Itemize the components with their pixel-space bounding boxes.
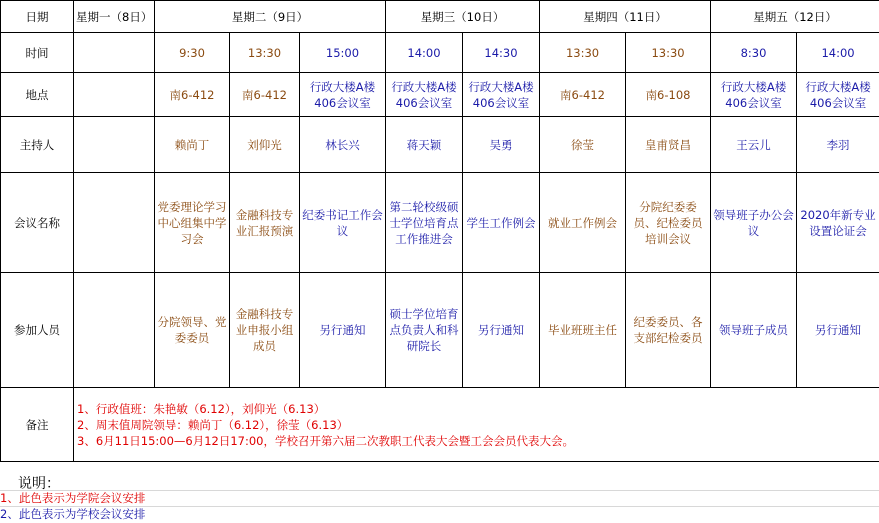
place-cell: 行政大楼A楼406会议室: [386, 73, 463, 117]
empty-cell: [74, 173, 155, 273]
attendees-row: [1, 273, 879, 388]
notes-cell: [74, 388, 879, 462]
time-cell: 13:30: [230, 33, 300, 73]
day-header-row: [1, 1, 879, 33]
host-cell: 吴勇: [463, 117, 540, 173]
host-cell: 赖尚丁: [155, 117, 230, 173]
time-cell: 9:30: [155, 33, 230, 73]
meeting-cell: 2020年新专业设置论证会: [797, 173, 879, 273]
empty-cell: [74, 73, 155, 117]
legend-university-color: 2、此色表示为学校会议安排: [0, 507, 146, 521]
time-cell: 15:00: [300, 33, 386, 73]
place-cell: 行政大楼A楼406会议室: [711, 73, 797, 117]
meeting-cell: 学生工作例会: [463, 173, 540, 273]
meeting-cell: 分院纪委委员、纪检委员培训会议: [626, 173, 711, 273]
place-row: [1, 73, 879, 117]
meeting-cell: 就业工作例会: [540, 173, 626, 273]
meeting-cell: 第二轮校级硕士学位培育点工作推进会: [386, 173, 463, 273]
empty-cell: [74, 117, 155, 173]
meeting-cell: 金融科技专业汇报预演: [230, 173, 300, 273]
place-cell: 行政大楼A楼406会议室: [463, 73, 540, 117]
meeting-row: [1, 173, 879, 273]
attendees-cell: 分院领导、党委委员: [155, 273, 230, 388]
attendees-cell: 金融科技专业申报小组成员: [230, 273, 300, 388]
time-cell: 14:30: [463, 33, 540, 73]
attendees-cell: 纪委委员、各支部纪检委员: [626, 273, 711, 388]
attendees-cell: 领导班子成员: [711, 273, 797, 388]
date-label: 日期: [1, 1, 74, 33]
host-cell: 林长兴: [300, 117, 386, 173]
time-cell: 13:30: [540, 33, 626, 73]
empty-cell: [74, 273, 155, 388]
attendees-cell: 另行通知: [300, 273, 386, 388]
place-cell: 南6-412: [155, 73, 230, 117]
host-cell: 蒋天颖: [386, 117, 463, 173]
note-line: 3、6月11日15:00—6月12日17:00，学校召开第六届二次教职工代表大会暨工会会员代表大会。: [77, 433, 574, 448]
host-cell: 徐莹: [540, 117, 626, 173]
host-cell: 王云儿: [711, 117, 797, 173]
attendees-label: 参加人员: [1, 273, 74, 388]
attendees-cell: 硕士学位培育点负责人和科研院长: [386, 273, 463, 388]
attendees-cell: 另行通知: [463, 273, 540, 388]
day-header-fri: 星期五（12日）: [711, 1, 879, 33]
day-header-wed: 星期三（10日）: [386, 1, 540, 33]
meeting-cell: 领导班子办公会议: [711, 173, 797, 273]
time-label: 时间: [1, 33, 74, 73]
host-row: [1, 117, 879, 173]
time-cell: 14:00: [386, 33, 463, 73]
day-header-mon: 星期一（8日）: [74, 1, 155, 33]
host-cell: 皇甫贤昌: [626, 117, 711, 173]
meeting-label: 会议名称: [1, 173, 74, 273]
note-line: 1、行政值班：朱艳敏（6.12），刘仰光（6.13）: [77, 401, 326, 416]
attendees-cell: 另行通知: [797, 273, 879, 388]
time-row: [1, 33, 879, 73]
legend-title: 说明：: [18, 476, 60, 492]
place-cell: 南6-412: [230, 73, 300, 117]
host-cell: 李羽: [797, 117, 879, 173]
meeting-cell: 党委理论学习中心组集中学习会: [155, 173, 230, 273]
day-header-thu: 星期四（11日）: [540, 1, 711, 33]
notes-row: [1, 388, 879, 462]
day-header-tue: 星期二（9日）: [155, 1, 386, 33]
time-cell: 13:30: [626, 33, 711, 73]
meeting-cell: 纪委书记工作会议: [300, 173, 386, 273]
attendees-cell: 毕业班班主任: [540, 273, 626, 388]
empty-cell: [74, 33, 155, 73]
note-line: 2、周末值周院领导：赖尚丁（6.12），徐莹（6.13）: [77, 417, 349, 432]
legend-school-college-color: 1、此色表示为学院会议安排: [0, 491, 146, 505]
place-cell: 行政大楼A楼406会议室: [300, 73, 386, 117]
place-cell: 南6-108: [626, 73, 711, 117]
place-cell: 行政大楼A楼406会议室: [797, 73, 879, 117]
host-cell: 刘仰光: [230, 117, 300, 173]
host-label: 主持人: [1, 117, 74, 173]
place-cell: 南6-412: [540, 73, 626, 117]
time-cell: 14:00: [797, 33, 879, 73]
time-cell: 8:30: [711, 33, 797, 73]
place-label: 地点: [1, 73, 74, 117]
notes-label: 备注: [1, 388, 74, 462]
